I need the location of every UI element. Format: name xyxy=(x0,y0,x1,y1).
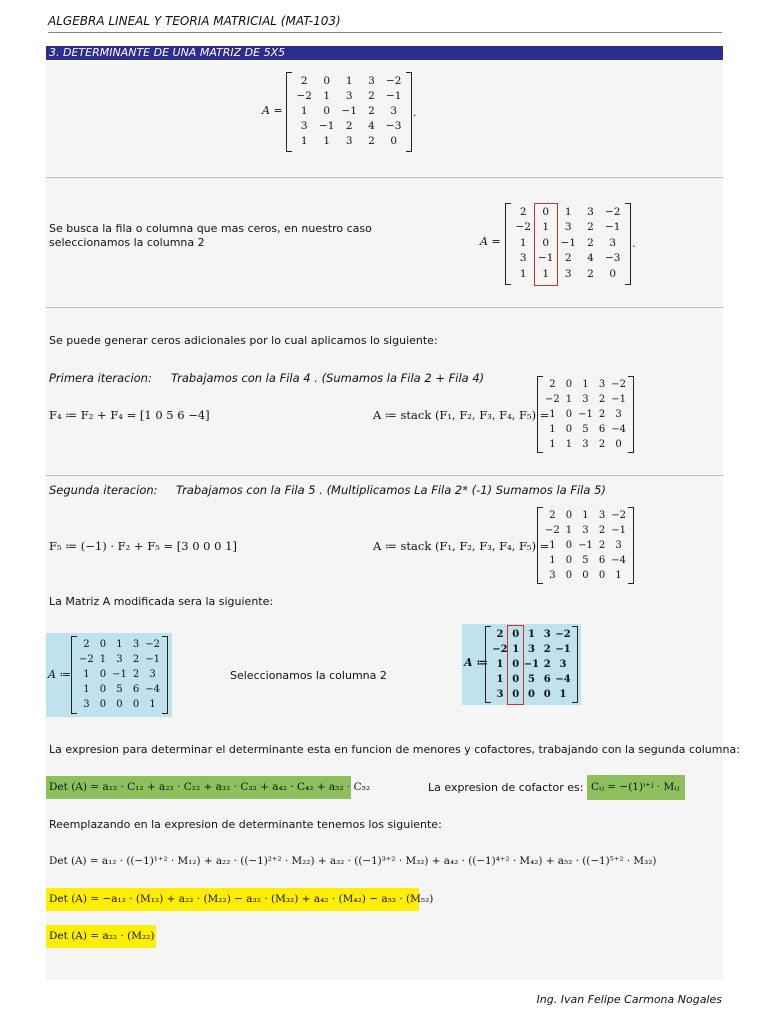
matrix-cell: 1 xyxy=(527,629,535,640)
matrix-row xyxy=(293,118,405,133)
matrix-cell: 1 xyxy=(149,699,156,710)
matrix-cell: 0 xyxy=(542,205,550,218)
matrix-cell: 1 xyxy=(542,267,550,280)
matrix-cell: 1 xyxy=(116,639,123,650)
matrix-cell: −1 xyxy=(538,252,554,265)
matrix-cell: 0 xyxy=(99,639,107,650)
matrix-cell: 0 xyxy=(527,689,535,700)
matrix-a-label: A = xyxy=(262,104,283,117)
matrix-cell: 1 xyxy=(565,394,573,405)
matrix-cell: 0 xyxy=(542,236,550,249)
matrix-cell: 2 xyxy=(345,119,353,132)
matrix-cell: 5 xyxy=(116,684,123,695)
matrix-cell: 0 xyxy=(565,409,573,420)
section-title: 3. DETERMINANTE DE UNA MATRIZ DE 5X5 xyxy=(46,46,723,60)
matrix-cell: 1 xyxy=(99,654,107,665)
matrix-cell: −1 xyxy=(578,540,593,551)
matrix-cell: 0 xyxy=(323,104,331,117)
header-divider xyxy=(48,32,722,33)
matrix-cell: −1 xyxy=(523,659,540,670)
zeros-intro: Se puede generar ceros adicionales por lo cual aplicamos lo siguiente: xyxy=(49,334,438,347)
matrix-cell: 1 xyxy=(549,424,556,435)
matrix-cell: 0 xyxy=(99,684,107,695)
matrix-cell: 0 xyxy=(598,570,606,581)
matrix-cell: 3 xyxy=(564,267,572,280)
matrix-cell: −4 xyxy=(611,555,626,566)
matrix-cell: 1 xyxy=(300,134,308,147)
cofactor-label: La expresion de cofactor es: xyxy=(428,781,584,794)
iteration-1-description: Trabajamos con la Fila 4 . (Sumamos la Fila 2 + Fila 4) xyxy=(171,371,485,385)
matrix-cell: 2 xyxy=(587,221,594,234)
modified-matrix-intro: La Matriz A modificada sera la siguiente: xyxy=(49,595,274,608)
matrix-row xyxy=(492,657,571,672)
matrix-cell: 3 xyxy=(345,134,353,147)
matrix-cell: 3 xyxy=(519,252,527,265)
matrix-cell: 1 xyxy=(549,540,556,551)
matrix-cell: 3 xyxy=(609,236,617,249)
matrix-cell: 3 xyxy=(116,654,123,665)
matrix-cell: 3 xyxy=(564,221,572,234)
matrix-cell: 1 xyxy=(512,644,520,655)
matrix-row xyxy=(544,437,627,452)
matrix-cell: −1 xyxy=(341,104,357,117)
matrix-table xyxy=(544,377,627,452)
matrix-cell: 3 xyxy=(582,439,589,450)
matrix-a-label: A ≔ xyxy=(48,668,71,681)
matrix-cell: 2 xyxy=(587,267,594,280)
matrix-cell: −2 xyxy=(545,525,560,536)
matrix-cell: 6 xyxy=(598,424,606,435)
stack-expression: A ≔ stack (F₁, F₂, F₃, F₄, F₅) = xyxy=(373,539,550,553)
matrix-iteration-1 xyxy=(537,376,634,453)
matrix-cell: 3 xyxy=(615,409,622,420)
matrix-cell: 2 xyxy=(300,74,308,87)
course-title: ALGEBRA LINEAL Y TEORIA MATRICIAL (MAT-103) xyxy=(48,14,341,28)
matrix-cell: 2 xyxy=(132,669,140,680)
matrix-row xyxy=(492,627,571,642)
matrix-cell: 1 xyxy=(582,379,589,390)
matrix-cell: 1 xyxy=(582,510,589,521)
matrix-cell: 1 xyxy=(496,659,504,670)
matrix-cell: 5 xyxy=(582,424,589,435)
matrix-cell: −2 xyxy=(545,394,560,405)
matrix-cell: 2 xyxy=(368,89,375,102)
matrix-cell: 0 xyxy=(99,699,107,710)
matrix-cell: 3 xyxy=(390,104,398,117)
matrix-cell: −1 xyxy=(611,394,626,405)
matrix-cell: 2 xyxy=(543,659,551,670)
matrix-cell: 0 xyxy=(565,540,573,551)
matrix-cell: −1 xyxy=(611,525,626,536)
matrix-cell: 2 xyxy=(519,205,527,218)
matrix-row xyxy=(512,220,624,236)
matrix-cell: 1 xyxy=(615,570,622,581)
matrix-cell: 3 xyxy=(149,669,156,680)
matrix-cell: −2 xyxy=(79,654,94,665)
matrix-cell: 2 xyxy=(598,439,606,450)
matrix-row xyxy=(544,553,627,568)
iteration-2-formula xyxy=(49,539,237,553)
select-column-2-text: Seleccionamos la columna 2 xyxy=(230,669,387,682)
matrix-row xyxy=(293,73,405,88)
matrix-cell: 1 xyxy=(345,74,353,87)
matrix-cell: −1 xyxy=(145,654,160,665)
matrix-cell: 2 xyxy=(83,639,90,650)
det-expression: Det (A) = a₁₂ · C₁₂ + a₂₂ · C₂₂ + a₃₂ · C₃₂ + a₄₂ · C₄₂ + a₅₂ · C₅₂ xyxy=(49,781,371,793)
matrix-cell: −1 xyxy=(555,644,571,655)
matrix-cell: 3 xyxy=(83,699,90,710)
matrix-cell: −1 xyxy=(560,236,576,249)
matrix-cell: −4 xyxy=(145,684,160,695)
column-2-highlight xyxy=(507,625,524,705)
row-vector: [3 0 0 0 1] xyxy=(176,539,237,553)
matrix-cell: 2 xyxy=(598,540,606,551)
matrix-cell: 0 xyxy=(565,510,573,521)
matrix-cell: 1 xyxy=(519,236,527,249)
matrix-cell: 0 xyxy=(512,674,520,685)
matrix-cell: 0 xyxy=(543,689,551,700)
matrix-a-label: A = xyxy=(480,235,501,248)
matrix-cell: 0 xyxy=(565,379,573,390)
formula-lhs: F₄ ≔ F₂ + F₄ = xyxy=(49,408,137,422)
matrix-cell: 4 xyxy=(368,119,375,132)
matrix-cell: 0 xyxy=(512,659,520,670)
matrix-iteration-2 xyxy=(537,507,634,584)
matrix-cell: 1 xyxy=(519,267,527,280)
stack-expression: A ≔ stack (F₁, F₂, F₃, F₄, F₅) = xyxy=(373,408,550,422)
matrix-cell: 6 xyxy=(543,674,551,685)
matrix-cell: 0 xyxy=(565,555,573,566)
matrix-cell: 3 xyxy=(132,639,140,650)
matrix-cell: 1 xyxy=(323,89,331,102)
matrix-cell: 2 xyxy=(598,525,606,536)
matrix-cell: 5 xyxy=(527,674,535,685)
matrix-cell: 3 xyxy=(368,74,375,87)
matrix-cell: 6 xyxy=(598,555,606,566)
matrix-cell: −1 xyxy=(385,89,402,102)
matrix-cell: 0 xyxy=(132,699,140,710)
matrix-cell: 2 xyxy=(549,379,556,390)
matrix-cell: 3 xyxy=(543,629,551,640)
cofactor-expression: Cᵢⱼ = −(1)ⁱ⁺ʲ · Mᵢⱼ xyxy=(591,781,680,793)
iteration-1-formula xyxy=(49,408,210,422)
matrix-row xyxy=(78,667,161,682)
matrix-cell: 3 xyxy=(615,540,622,551)
matrix-cell: −2 xyxy=(611,510,626,521)
matrix-cell: 0 xyxy=(565,424,573,435)
matrix-row xyxy=(544,422,627,437)
matrix-table xyxy=(293,73,405,148)
matrix-cell: 2 xyxy=(368,134,375,147)
matrix-cell: 2 xyxy=(587,236,594,249)
formula-lhs: F₅ ≔ (−1) · F₂ + F₅ = xyxy=(49,539,174,553)
iteration-2-title: Segunda iteracion: xyxy=(49,483,158,497)
matrix-row xyxy=(512,266,624,282)
matrix-cell: 1 xyxy=(323,134,331,147)
matrix-cell: −2 xyxy=(145,639,160,650)
matrix-cell: 4 xyxy=(587,252,594,265)
matrix-cell: 0 xyxy=(565,570,573,581)
matrix-cell: 6 xyxy=(132,684,140,695)
matrix-cell: 0 xyxy=(609,267,617,280)
matrix-cell: −2 xyxy=(604,205,621,218)
matrix-cell: 1 xyxy=(559,689,567,700)
matrix-table xyxy=(78,637,161,712)
matrix-row xyxy=(293,103,405,118)
matrix-row xyxy=(78,697,161,712)
matrix-cell: 1 xyxy=(564,205,572,218)
matrix-cell: 3 xyxy=(587,205,594,218)
matrix-cell: 2 xyxy=(564,252,572,265)
matrix-cell: −2 xyxy=(385,74,402,87)
matrix-table xyxy=(544,508,627,583)
matrix-cell: 1 xyxy=(83,684,90,695)
highlighted-matrix xyxy=(485,626,578,703)
matrix-row xyxy=(293,88,405,103)
matrix-cell: −4 xyxy=(611,424,626,435)
matrix-cell: 5 xyxy=(582,555,589,566)
matrix-cell: 2 xyxy=(496,629,504,640)
matrix-cell: 0 xyxy=(323,74,331,87)
matrix-row xyxy=(492,642,571,657)
replace-intro: Reemplazando en la expresion de determinante tenemos los siguiente: xyxy=(49,818,442,831)
matrix-cell: 1 xyxy=(549,439,556,450)
matrix-cell: −2 xyxy=(515,221,531,234)
matrix-row xyxy=(544,407,627,422)
matrix-row xyxy=(512,251,624,267)
matrix-trailing-dot: . xyxy=(632,237,636,250)
matrix-cell: 3 xyxy=(527,644,535,655)
matrix-cell: −3 xyxy=(604,252,621,265)
matrix-cell: −2 xyxy=(611,379,626,390)
matrix-cell: 3 xyxy=(598,379,606,390)
matrix-table xyxy=(512,204,624,282)
matrix-cell: 1 xyxy=(300,104,308,117)
matrix-cell: 2 xyxy=(598,394,606,405)
matrix-row xyxy=(293,133,405,148)
matrix-cell: 1 xyxy=(565,525,573,536)
matrix-row xyxy=(78,652,161,667)
matrix-cell: −2 xyxy=(492,644,508,655)
matrix-cell: −3 xyxy=(385,119,402,132)
matrix-cell: 1 xyxy=(549,409,556,420)
matrix-cell: 1 xyxy=(542,221,550,234)
modified-matrix xyxy=(71,636,168,714)
iteration-1-title: Primera iteracion: xyxy=(49,371,152,385)
matrix-cell: −1 xyxy=(319,119,335,132)
matrix-cell: 2 xyxy=(132,654,140,665)
matrix-cell: 0 xyxy=(582,570,589,581)
determinant-intro: La expresion para determinar el determinante esta en funcion de menores y cofactores, trabajando con la segunda columna: xyxy=(49,743,740,756)
matrix-cell: 3 xyxy=(598,510,606,521)
matrix-cell: 0 xyxy=(116,699,123,710)
matrix-cell: −1 xyxy=(578,409,593,420)
matrix-cell: −1 xyxy=(604,221,621,234)
matrix-row xyxy=(544,538,627,553)
author-footer: Ing. Ivan Felipe Carmona Nogales xyxy=(536,993,722,1006)
matrix-cell: 3 xyxy=(496,689,504,700)
matrix-cell: 1 xyxy=(83,669,90,680)
matrix-cell: 1 xyxy=(496,674,504,685)
matrix-row xyxy=(78,637,161,652)
det-final: Det (A) = a₂₂ · (M₂₂) xyxy=(49,930,155,942)
matrix-cell: 3 xyxy=(582,525,589,536)
det-expanded: Det (A) = a₁₂ · ((−1)¹⁺² · M₁₂) + a₂₂ · ((−1)²⁺² · M₂₂) + a₃₂ · ((−1)³⁺² · M₃₂) + a₄₂ · ((−1)⁴⁺² · M₄₂) + a₅₂ · ((−1)⁵⁺² · M₃₂) xyxy=(49,855,657,867)
column-2-highlight xyxy=(534,203,558,286)
matrix-cell: 0 xyxy=(99,669,107,680)
matrix-cell: 3 xyxy=(582,394,589,405)
matrix-cell: 0 xyxy=(512,629,520,640)
matrix-row xyxy=(544,392,627,407)
matrix-row xyxy=(544,508,627,523)
matrix-cell: 0 xyxy=(615,439,622,450)
matrix-cell: 1 xyxy=(565,439,573,450)
matrix-row xyxy=(512,235,624,251)
matrix-cell: 3 xyxy=(345,89,353,102)
matrix-cell: 2 xyxy=(543,644,551,655)
matrix-cell: 0 xyxy=(390,134,398,147)
matrix-cell: −4 xyxy=(555,674,571,685)
matrix-table xyxy=(492,627,571,702)
iteration-2-description: Trabajamos con la Fila 5 . (Multiplicamos La Fila 2* (-1) Sumamos la Fila 5) xyxy=(176,483,606,497)
select-column-text: Se busca la fila o columna que mas ceros, en nuestro caso seleccionamos la columna 2 xyxy=(49,222,372,249)
matrix-cell: −1 xyxy=(112,669,127,680)
matrix-cell: −2 xyxy=(555,629,571,640)
matrix-row xyxy=(512,204,624,220)
matrix-a-select xyxy=(505,203,631,285)
matrix-row xyxy=(544,377,627,392)
matrix-row xyxy=(78,682,161,697)
matrix-cell: 3 xyxy=(549,570,556,581)
matrix-row xyxy=(544,523,627,538)
matrix-cell: 3 xyxy=(559,659,567,670)
matrix-cell: 3 xyxy=(300,119,308,132)
matrix-cell: 2 xyxy=(368,104,375,117)
matrix-cell: −2 xyxy=(296,89,312,102)
matrix-row xyxy=(492,672,571,687)
matrix-cell: 2 xyxy=(598,409,606,420)
matrix-row xyxy=(492,687,571,702)
det-simplified: Det (A) = −a₁₂ · (M₁₂) + a₂₂ · (M₂₂) − a₃₂ · (M₃₂) + a₄₂ · (M₄₂) − a₅₂ · (M₅₂) xyxy=(49,893,434,905)
matrix-cell: 2 xyxy=(549,510,556,521)
matrix-a-label: A ≔ xyxy=(464,656,489,669)
matrix-trailing-dot: . xyxy=(413,106,417,119)
matrix-cell: 0 xyxy=(512,689,520,700)
matrix-row xyxy=(544,568,627,583)
matrix-a-original xyxy=(286,72,412,152)
matrix-cell: 1 xyxy=(549,555,556,566)
row-vector: [1 0 5 6 −4] xyxy=(139,408,210,422)
